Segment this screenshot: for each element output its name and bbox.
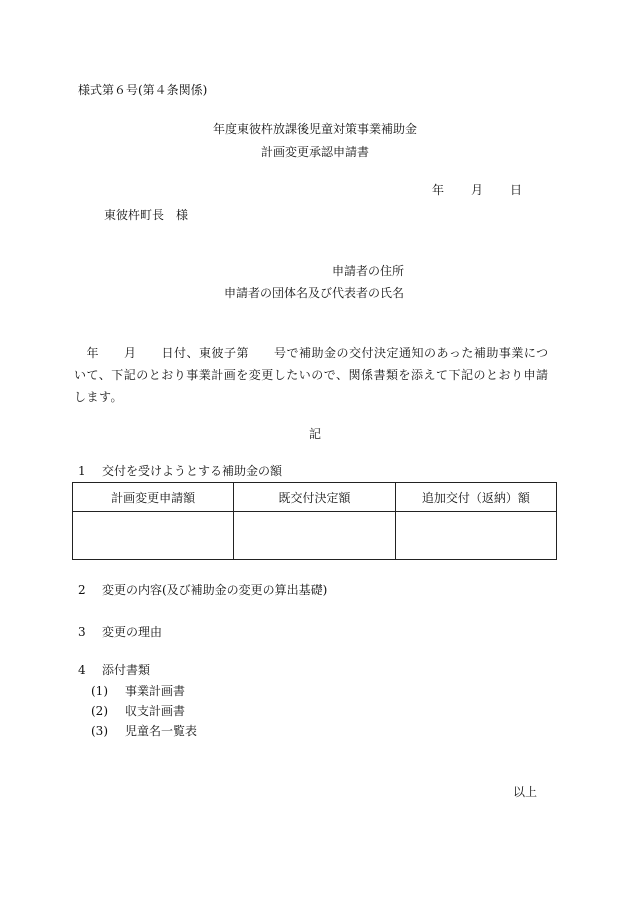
section-4-heading <box>78 663 150 677</box>
section-2-heading <box>78 583 327 597</box>
subsidy-amount-table <box>72 482 557 560</box>
attachment-item-number: (3) <box>91 724 108 738</box>
addressee: 東彼杵町長 様 <box>104 208 189 222</box>
attachment-item-number: (1) <box>91 684 108 698</box>
cell-plan-change-amount[interactable] <box>73 512 234 560</box>
section-3-heading <box>78 625 162 639</box>
header-additional-return-amount: 追加交付（返納）額 <box>395 483 556 512</box>
section-3-number: 3 <box>78 625 86 639</box>
attachment-item-number: (2) <box>91 704 108 718</box>
section-4-number: 4 <box>78 663 86 677</box>
form-label: 様式第６号(第４条関係) <box>78 83 208 97</box>
header-plan-change-amount: 計画変更申請額 <box>73 483 234 512</box>
attachment-item-label: 収支計画書 <box>125 704 186 718</box>
section-2-number: 2 <box>78 583 86 597</box>
closing-ijo: 以上 <box>513 785 538 799</box>
applicant-name-label: 申請者の団体名及び代表者の氏名 <box>223 286 404 300</box>
attachment-item <box>91 704 185 718</box>
section-1-label: 交付を受けようとする補助金の額 <box>102 464 283 478</box>
cell-already-decided-amount[interactable] <box>234 512 395 560</box>
cell-additional-return-amount[interactable] <box>395 512 556 560</box>
ki-heading: 記 <box>308 427 321 441</box>
attachment-item <box>91 724 197 738</box>
section-3-label: 変更の理由 <box>102 625 163 639</box>
section-4-label: 添付書類 <box>102 663 151 677</box>
title-line-2: 計画変更承認申請書 <box>260 145 369 159</box>
section-2-label: 変更の内容(及び補助金の変更の算出基礎) <box>102 583 328 597</box>
attachment-item-label: 事業計画書 <box>125 684 186 698</box>
application-body-text: 年 月 日付、東彼子第 号で補助金の交付決定通知のあった補助事業について、下記のとおり事業計画を変更したいので、関係書類を添えて下記のとおり申請します。 <box>74 346 549 404</box>
date-line: 年 月 日 <box>432 183 524 197</box>
header-already-decided-amount: 既交付決定額 <box>234 483 395 512</box>
table-header-row <box>73 483 557 512</box>
section-1-number: 1 <box>78 464 86 478</box>
attachment-item-label: 児童名一覧表 <box>125 724 198 738</box>
attachment-item <box>91 684 185 698</box>
section-1-heading <box>78 464 282 478</box>
table-row <box>73 512 557 560</box>
applicant-address-label: 申請者の住所 <box>331 264 404 278</box>
title-line-1: 年度東彼杵放課後児童対策事業補助金 <box>212 122 417 136</box>
